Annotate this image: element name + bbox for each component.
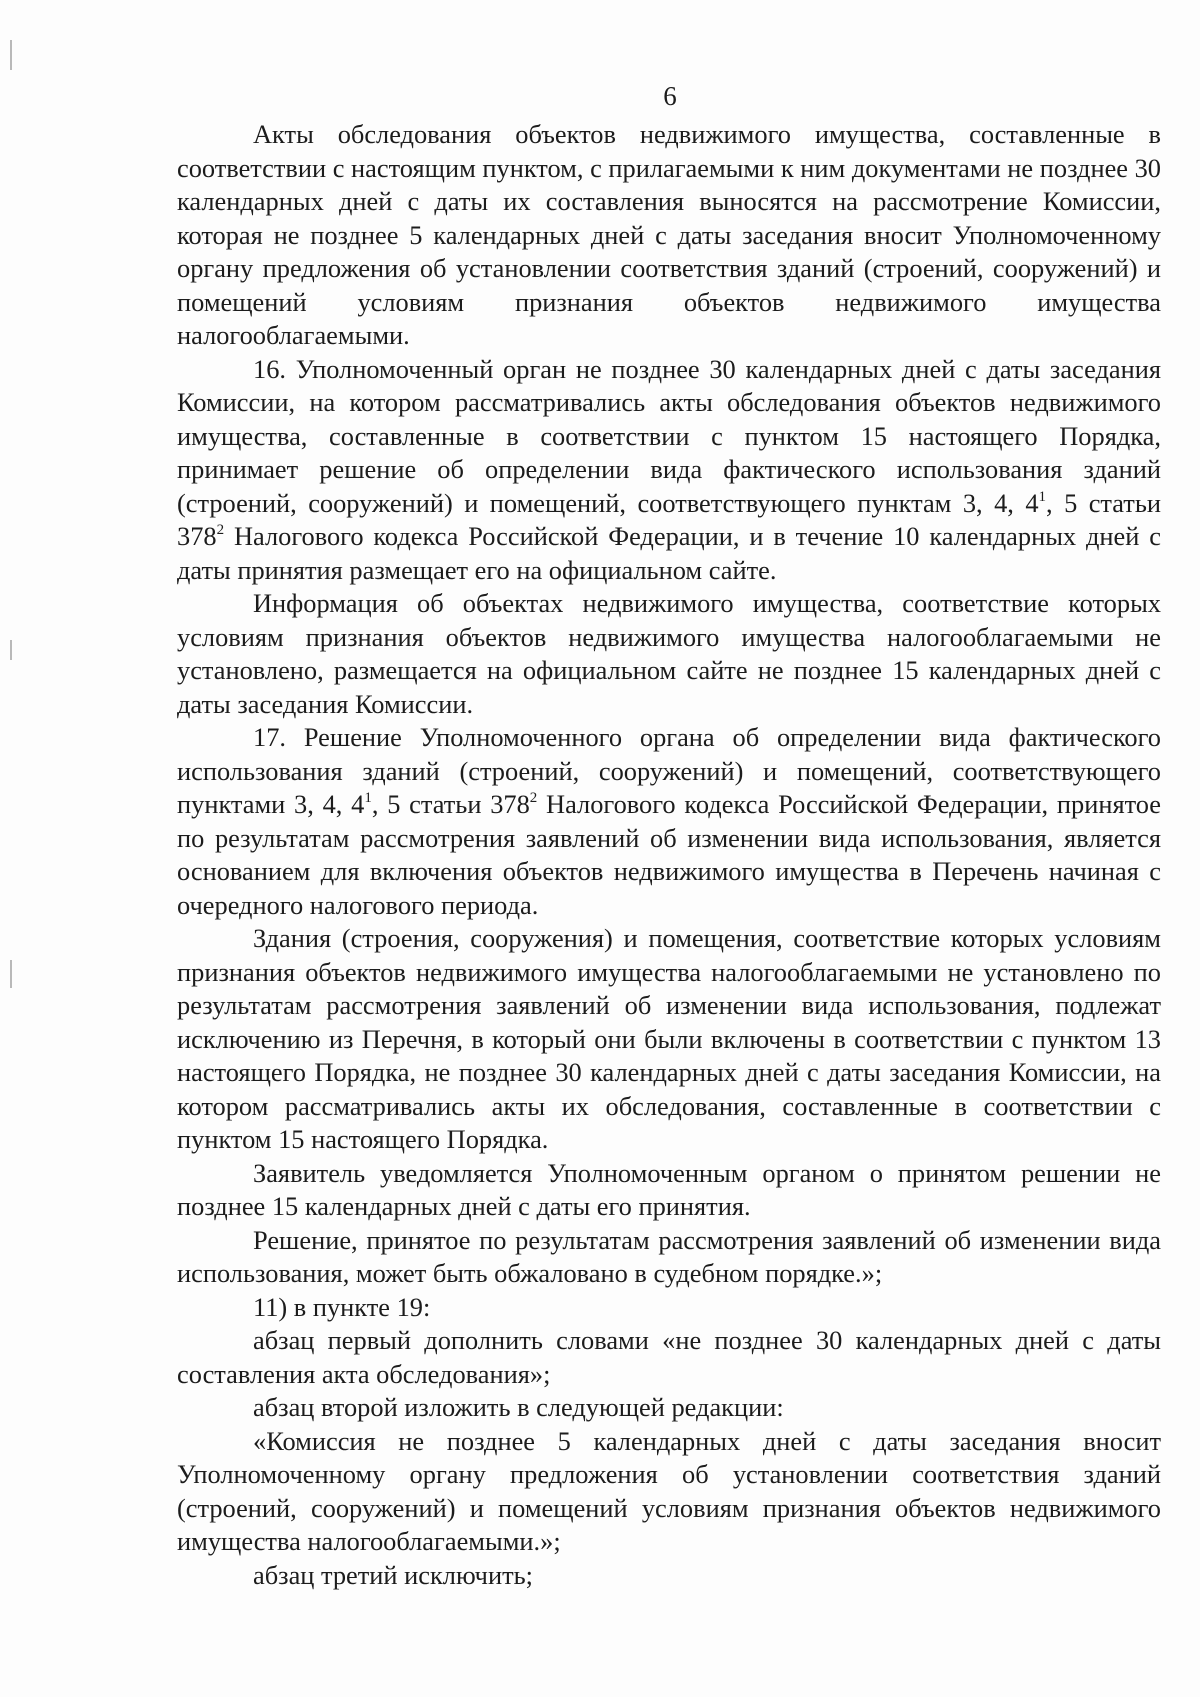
- paragraph-text: Налогового кодекса Российской Федерации, и в течение 10 календарных дней с даты принятия размещает его на официальном сайте.: [177, 521, 1161, 585]
- paragraph-item-17: [177, 721, 1161, 922]
- paragraph: абзац второй изложить в следующей редакции:: [253, 1392, 784, 1422]
- scan-margin-mark: [10, 40, 12, 70]
- page-number: 6: [663, 81, 677, 111]
- paragraph-text: 17. Решение Уполномоченного органа об определении вида фактического использования зданий (строений, сооружений) и помещений, соответствующего пунктами 3, 4, 4: [177, 722, 1161, 819]
- paragraph: Информация об объектах недвижимого имущества, соответствие которых условиям признания объектов недвижимого имущества налогооблагаемыми не установлено, размещается на официальном сайте не позднее 15 календарных дней с даты заседания Комиссии.: [177, 588, 1161, 719]
- paragraph-item-16: [177, 353, 1161, 588]
- paragraph: Здания (строения, сооружения) и помещения, соответствие которых условиям признания объектов недвижимого имущества налогооблагаемыми не установлено по результатам рассмотрения заявлений об изменении вида использования, подлежат исключению из Перечня, в который они были включены в соответствии с пунктом 13 настоящего Порядка, не позднее 30 календарных дней с даты заседания Комиссии, на котором рассматривались акты их обследования, составленные в соответствии с пунктом 15 настоящего Порядка.: [177, 923, 1161, 1154]
- document-body: [177, 118, 1161, 1592]
- scan-margin-mark: [10, 640, 12, 660]
- paragraph: абзац третий исключить;: [253, 1559, 533, 1590]
- paragraph-quote: «Комиссия не позднее 5 календарных дней с даты заседания вносит Уполномоченному органу предложения об установлении соответствия зданий (строений, сооружений) и помещений условиям признания объектов недвижимого имущества налогооблагаемыми.»;: [177, 1425, 1161, 1556]
- paragraph-text: , 5 статьи 378: [177, 487, 1162, 551]
- paragraph: абзац первый дополнить словами «не позднее 30 календарных дней с даты составления акта обследования»;: [177, 1325, 1161, 1389]
- paragraph-text: 16. Уполномоченный орган не позднее 30 календарных дней с даты заседания Комиссии, на котором рассматривались акты обследования объектов недвижимого имущества, составленные в соответствии с пунктом 15 настоящего Порядка, принимает решение об определении вида фактического использования зданий (строений, сооружений) и помещений, соответствующего пунктам 3, 4, 4: [177, 353, 1161, 518]
- paragraph-item-11: 11) в пункте 19:: [253, 1291, 431, 1322]
- superscript: 2: [216, 522, 225, 539]
- paragraph: Заявитель уведомляется Уполномоченным органом о принятом решении не позднее 15 календарных дней с даты его принятия.: [177, 1157, 1161, 1221]
- superscript: 1: [1038, 488, 1047, 505]
- superscript: 1: [364, 790, 372, 807]
- paragraph-text: , 5 статьи 378: [371, 789, 530, 819]
- paragraph: Решение, принятое по результатам рассмотрения заявлений об изменении вида использования, может быть обжаловано в судебном порядке.»;: [177, 1224, 1161, 1288]
- paragraph-text: Налогового кодекса Российской Федерации, принятое по результатам рассмотрения заявлений об изменении вида использования, является основанием для включения объектов недвижимого имущества в Перечень начиная с очередного налогового периода.: [177, 789, 1162, 920]
- paragraph: Акты обследования объектов недвижимого имущества, составленные в соответствии с настоящим пунктом, с прилагаемыми к ним документами не позднее 30 календарных дней с даты их составления выносятся на рассмотрение Комиссии, которая не позднее 5 календарных дней с даты заседания вносит Уполномоченному органу предложения об установлении соответствия зданий (строений, сооружений) и помещений условиям признания объектов недвижимого имущества налогооблагаемыми.: [177, 119, 1161, 350]
- superscript: 2: [529, 790, 538, 807]
- scan-margin-mark: [10, 960, 12, 988]
